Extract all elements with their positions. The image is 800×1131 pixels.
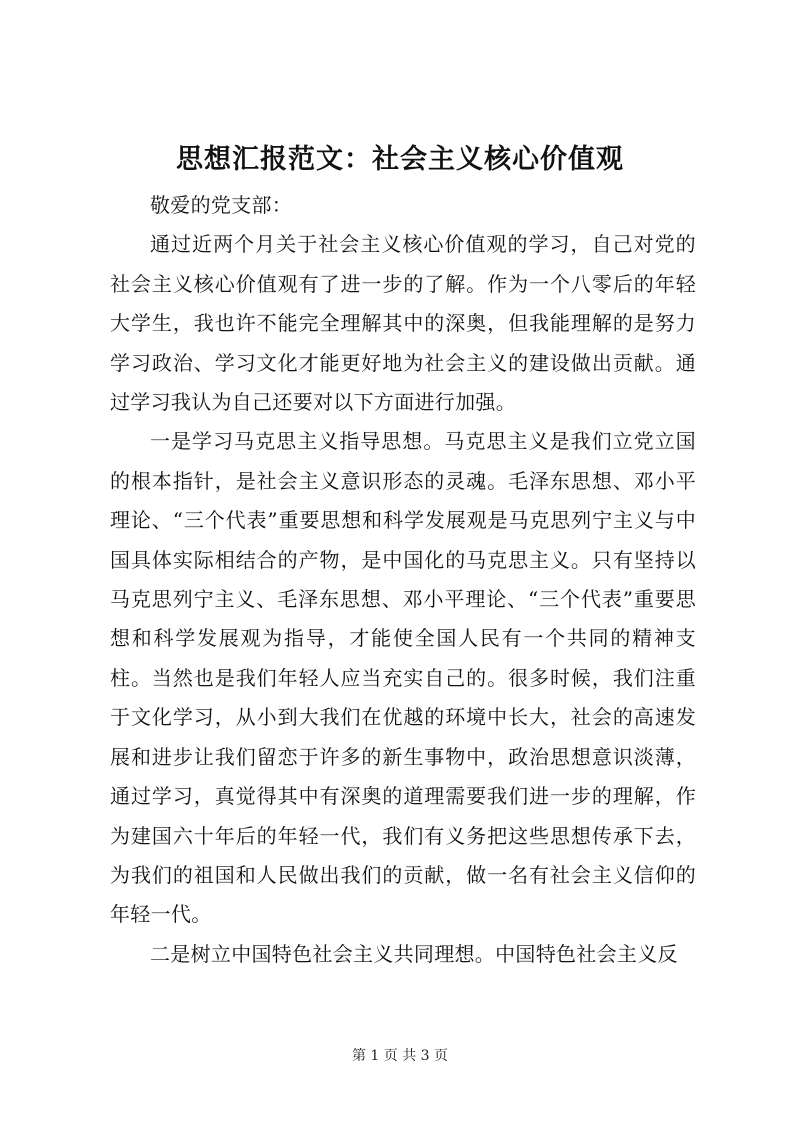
document-title: 思想汇报范文：社会主义核心价值观 (176, 144, 624, 175)
paragraph-point-one: 一是学习马克思主义指导思想。马克思主义是我们立党立国的根本指针，是社会主义意识形态的灵魂。毛泽东思想、邓小平理论、“三个代表”重要思想和科学发展观是马克思列宁主义与中国具体实际相结合的产物，是中国化的马克思主义。只有坚持以马克思列宁主义、毛泽东思想、邓小平理论、“三个代表”重要思想和科学发展观为指导，才能使全国人民有一个共同的精神支柱。当然也是我们年轻人应当充实自己的。很多时候，我们注重于文化学习，从小到大我们在优越的环境中长大，社会的高速发展和进步让我们留恋于许多的新生事物中，政治思想意识淡薄，通过学习，真觉得其中有深奥的道理需要我们进一步的理解，作为建国六十年后的年轻一代，我们有义务把这些思想传承下去，为我们的祖国和人民做出我们的贡献，做一名有社会主义信仰的年轻一代。 (110, 429, 696, 927)
document-body (110, 186, 696, 974)
paragraph-intro: 通过近两个月关于社会主义核心价值观的学习，自己对党的社会主义核心价值观有了进一步的了解。作为一个八零后的年轻大学生，我也许不能完全理解其中的深奥，但我能理解的是努力学习政治、学习文化才能更好地为社会主义的建设做出贡献。通过学习我认为自己还要对以下方面进行加强。 (110, 232, 696, 415)
paragraph-point-two: 二是树立中国特色社会主义共同理想。中国特色社会主义反 (150, 941, 678, 966)
salutation: 敬爱的党支部： (150, 193, 293, 217)
page-number-footer: 第 1 页 共 3 页 (351, 1048, 449, 1064)
